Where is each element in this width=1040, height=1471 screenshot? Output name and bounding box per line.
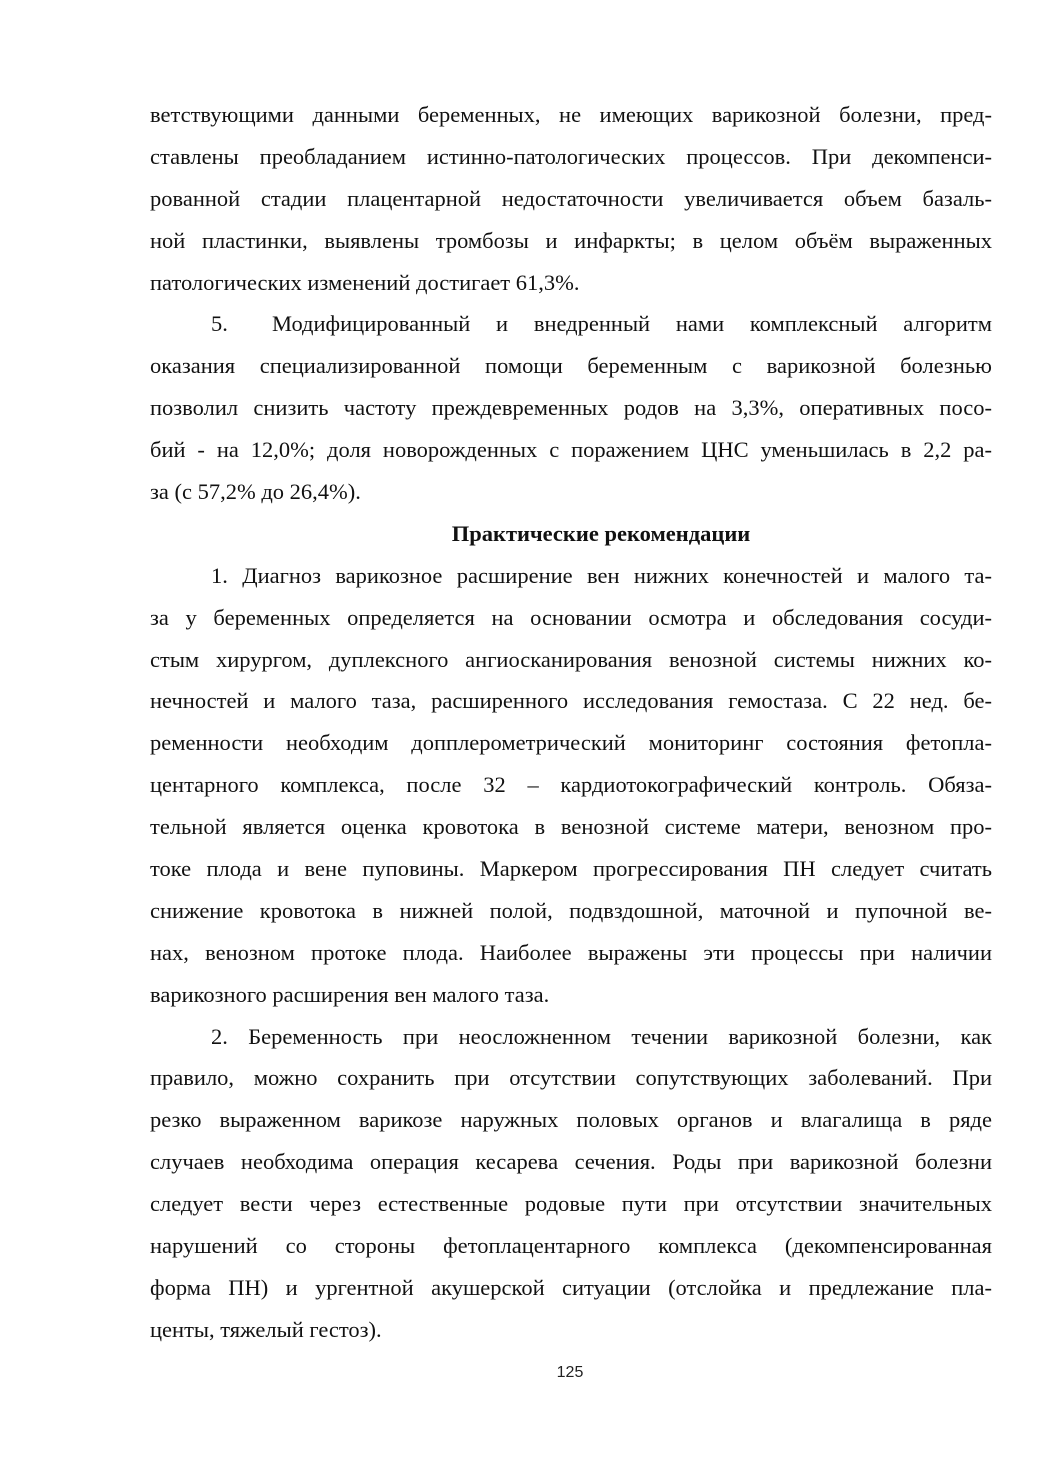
text-line: бий - на 12,0%; доля новорожденных с поражением ЦНС уменьшилась в 2,2 ра- [150, 437, 992, 463]
text-line: резко выраженном варикозе наружных половых органов и влагалища в ряде [150, 1107, 992, 1133]
text-line: патологических изменений достигает 61,3%. [150, 269, 580, 295]
text-line: рованной стадии плацентарной недостаточности увеличивается объем базаль- [150, 185, 992, 211]
text-line: ременности необходим допплерометрический мониторинг состояния фетопла- [150, 730, 992, 756]
text-line [150, 303, 992, 345]
text-line-content: Модифицированный и внедренный нами комплексный алгоритм [272, 311, 992, 337]
text-line: токе плода и вене пуповины. Маркером прогрессирования ПН следует считать [150, 856, 992, 882]
page-number: 125 [556, 1364, 584, 1381]
text-line: позволил снизить частоту преждевременных родов на 3,3%, оперативных посо- [150, 395, 992, 421]
text-line: 1. Диагноз варикозное расширение вен нижних конечностей и малого та- [211, 562, 992, 588]
text-line: варикозного расширения вен малого таза. [150, 981, 550, 1007]
document-page [150, 94, 992, 1351]
text-line: за у беременных определяется на основании осмотра и обследования сосуди- [150, 604, 992, 630]
text-line: случаев необходима операция кесарева сечения. Роды при варикозной болезни [150, 1149, 992, 1175]
text-line: снижение кровотока в нижней полой, подвздошной, маточной и пупочной ве- [150, 897, 992, 923]
text-line: форма ПН) и ургентной акушерской ситуации (отслойка и предлежание пла- [150, 1274, 992, 1300]
recommendation-1 [150, 555, 992, 1016]
text-line: центарного комплекса, после 32 – кардиотокографический контроль. Обяза- [150, 772, 992, 798]
recommendation-2 [150, 1016, 992, 1351]
section-heading: Практические рекомендации [451, 520, 751, 546]
text-line: нарушений со стороны фетоплацентарного комплекса (декомпенсированная [150, 1233, 992, 1259]
text-line: стым хирургом, дуплексного ангиосканирования венозной системы нижних ко- [150, 646, 992, 672]
paragraph-conclusion-5 [150, 303, 992, 512]
text-line: тельной является оценка кровотока в венозной системе матери, венозном про- [150, 814, 992, 840]
text-line: за (с 57,2% до 26,4%). [150, 479, 361, 505]
text-line: ставлены преобладанием истинно-патологических процессов. При декомпенси- [150, 143, 992, 169]
list-number: 5. [211, 311, 228, 337]
paragraph-conclusion-4 [150, 94, 992, 303]
text-line: центы, тяжелый гестоз). [150, 1316, 382, 1342]
text-line: нечностей и малого таза, расширенного исследования гемостаза. С 22 нед. бе- [150, 688, 992, 714]
text-line: правило, можно сохранить при отсутствии сопутствующих заболеваний. При [150, 1065, 992, 1091]
text-line: оказания специализированной помощи беременным с варикозной болезнью [150, 353, 992, 379]
text-line: нах, венозном протоке плода. Наиболее выражены эти процессы при наличии [150, 939, 992, 965]
text-line: следует вести через естественные родовые пути при отсутствии значительных [150, 1191, 992, 1217]
text-line: ной пластинки, выявлены тромбозы и инфаркты; в целом объём выраженных [150, 227, 992, 253]
text-line: 2. Беременность при неосложненном течении варикозной болезни, как [211, 1023, 992, 1049]
text-line: ветствующими данными беременных, не имеющих варикозной болезни, пред- [150, 102, 992, 127]
